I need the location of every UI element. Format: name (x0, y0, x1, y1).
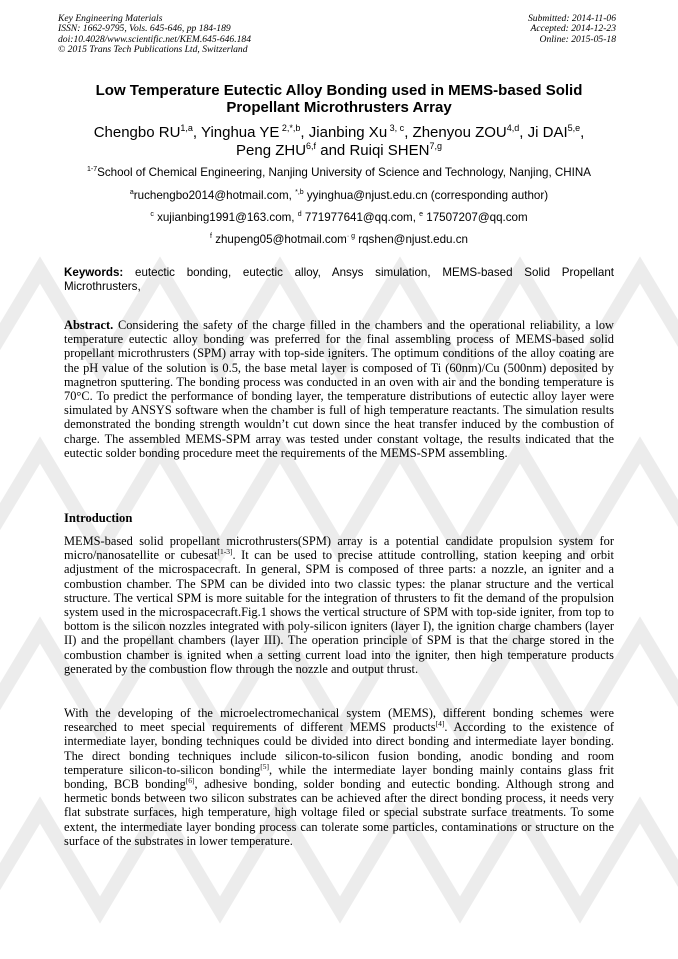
author-sep: , (519, 124, 528, 141)
email-sup: e (419, 211, 424, 218)
email-text: zhupeng05@hotmail.com (211, 233, 347, 246)
citation: [1-3] (217, 547, 233, 557)
email-sup: c (150, 211, 154, 218)
journal-name: Key Engineering Materials (58, 13, 163, 24)
keywords-label: Keywords: (64, 266, 124, 279)
affiliation-sup: 1-7 (87, 166, 98, 173)
accepted-date: Accepted: 2014-12-23 (530, 23, 616, 35)
author-sep: , (404, 124, 413, 141)
paragraph-text: MEMS-based solid propellant microthrusters(SPM) array is a potential candidate propulsion system for micro/nanosatellite or cubesat (64, 534, 614, 563)
citation: [4] (435, 719, 445, 729)
email-text: yyinghua@njust.edu.cn (corresponding author) (303, 189, 549, 202)
author-sup: 1,a (180, 123, 193, 133)
abstract-text: Considering the safety of the charge filled in the chambers and the operational reliability, a low temperature eutectic alloy bonding was preferred for the final assembling process of MEMS-based solid propellant microthrusters (SPM) array with top-side igniters. The optimum conditions of the alloy coating are the pH value of the solution is 0.5, the base metal layer is composed of Ti (60nm)/Cu (500nm) deposited by magnetron sputtering. The bonding process was conducted in an oven with air and the bonding temperature is 70°C. To predict the performance of bonding layer, the temperature distributions of eutectic alloy layer were simulated by ANSYS software when the chamber is full of high temperature reactants. The simulation results demonstrated the bonding strength wouldn’t cut down since the heat transfer induced by the combustion of charge. The assembled MEMS-SPM array was tested under constant voltage, the results indicated that the eutectic solder bonding procedure meet the requirements of the MEMS-SPM assembling. (64, 318, 614, 460)
author-list (40, 124, 638, 160)
email-text: xujianbing1991@163.com, (153, 211, 298, 224)
author-sup: 2,*,b (279, 123, 301, 133)
author-sup: 5,e (567, 123, 581, 133)
email-sup: d (297, 211, 302, 218)
email-line-1 (40, 189, 638, 203)
email-line-3 (40, 233, 638, 247)
introduction-paragraph-2 (64, 706, 614, 848)
paragraph-text: . According to the existence of intermediate layer, bonding techniques could be divided into direct bonding and intermediate layer bonding. The direct bonding techniques include silicon-to-silicon fusion bonding, anodic bonding and room temperature silicon-to-silicon bonding (64, 720, 614, 777)
author-name: Chengbo RU (93, 124, 181, 141)
author-sep: , (192, 124, 201, 141)
affiliation (40, 166, 638, 180)
author-sup: 6,f (306, 141, 317, 151)
submitted-date: Submitted: 2014-11-06 (527, 13, 616, 24)
email-sup: a (129, 189, 134, 196)
paper-title (40, 82, 638, 116)
email-text: ruchengbo2014@hotmail.com, (133, 189, 296, 202)
citation: [6] (185, 776, 195, 786)
keywords (64, 266, 614, 295)
abstract (64, 318, 614, 460)
author-sep: , (300, 124, 309, 141)
journal-issn: ISSN: 1662-9795, Vols. 645-646, pp 184-189 (58, 23, 231, 35)
author-sup: 4,d (506, 123, 520, 133)
author-sep: , (580, 124, 585, 141)
paragraph-text: With the developing of the microelectromechanical system (MEMS), different bonding schemes were researched to meet special requirements of different MEMS products (64, 706, 614, 735)
section-heading-introduction: Introduction (64, 511, 133, 525)
author-name: Peng ZHU (236, 142, 307, 159)
journal-info (58, 14, 251, 56)
journal-doi: doi:10.4028/www.scientific.net/KEM.645-646.184 (58, 33, 252, 45)
email-sup: · g (346, 233, 356, 240)
author-line-1 (40, 124, 638, 142)
citation: [5] (260, 761, 270, 771)
author-line-2 (40, 142, 638, 160)
paragraph-text: , adhesive bonding, solder bonding and eutectic bonding. Although strong and hermetic bonds between two silicon substrates can be achieved after the direct bonding process, it needs very flat substrate surfaces, high temperature, high voltage filed or special substrate surface treatments. To some extent, the intermediate layer bonding process can tolerate some particles, contaminations or structure on the surface of the substrates in lower temperature. (64, 777, 614, 848)
author-sup: 7,g (429, 141, 442, 151)
paragraph-text: , while the intermediate layer bonding mainly contains glass frit bonding, BCB bonding (64, 762, 614, 792)
introduction-paragraph-1 (64, 534, 614, 676)
author-name: Yinghua YE (201, 124, 280, 141)
keywords-text: eutectic bonding, eutectic alloy, Ansys simulation, MEMS-based Solid Propellant Microthrusters, (64, 266, 614, 294)
email-text: 771977641@qq.com, (301, 211, 420, 224)
paragraph-text: . It can be used to precise attitude controlling, station keeping and orbit adjustment of the microspacecraft. In general, SPM is composed of three parts: a nozzle, an igniter and a combustion chamber. The SPM can be divided into two classic types: the planar structure and the vertical structure. The vertical SPM is more suitable for the integration of thrusters to fit the demand of the propulsion system used in the microspacecraft.Fig.1 shows the vertical structure of SPM with top-side igniter, from top to bottom is the silicon nozzles integrated with poly-silicon igniters (layer I), the ignition charge chambers (layer II) and the propellant chambers (layer III). The operation principle of SPM is that the charge stored in the combustion chamber is ignited when a setting current load into the igniter, then high temperature products generated by the combustion flow through the nozzle and output thrust. (64, 548, 614, 676)
online-date: Online: 2015-05-18 (539, 33, 616, 45)
affiliation-text: School of Chemical Engineering, Nanjing University of Science and Technology, Nanjing, CHINA (97, 166, 591, 179)
email-sup: *,b (295, 189, 304, 196)
journal-copyright: © 2015 Trans Tech Publications Ltd, Switzerland (58, 44, 248, 56)
author-sup: 3, c (387, 123, 405, 133)
title-line-2: Propellant Microthrusters Array (226, 99, 452, 116)
author-name: Zhenyou ZOU (412, 124, 507, 141)
submission-dates (528, 14, 616, 45)
email-line-2 (40, 211, 638, 225)
abstract-label: Abstract. (64, 318, 114, 332)
author-name: Ji DAI (527, 124, 568, 141)
author-sep: and (316, 142, 350, 159)
email-text: 17507207@qq.com (423, 211, 528, 224)
email-text: rqshen@njust.edu.cn (355, 233, 468, 246)
author-name: Ruiqi SHEN (349, 142, 430, 159)
title-line-1: Low Temperature Eutectic Alloy Bonding used in MEMS-based Solid (95, 82, 583, 99)
email-sup: f (210, 233, 212, 240)
author-name: Jianbing Xu (308, 124, 388, 141)
